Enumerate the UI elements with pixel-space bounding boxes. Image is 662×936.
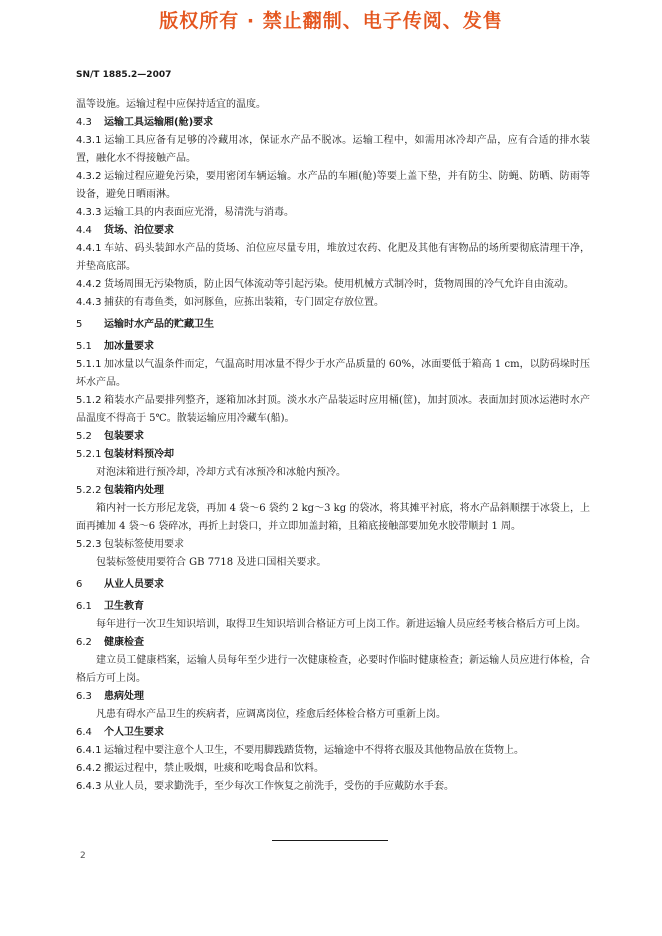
paragraph-text: 对泡沫箱进行预冷却，冷却方式有冰预冷和冰舱内预冷。 <box>96 467 346 478</box>
paragraph-text: 每年进行一次卫生知识培训，取得卫生知识培训合格证方可上岗工作。新进运输人员应经考核合格后方可上岗。 <box>96 619 586 630</box>
clause-number: 4.3 <box>76 117 92 128</box>
section-heading <box>76 338 590 356</box>
chapter-heading <box>76 316 590 334</box>
section-heading <box>76 428 590 446</box>
clause-number: 5.2.2 <box>76 485 102 496</box>
clause <box>76 168 590 204</box>
clause-number: 4.3.2 <box>76 171 102 182</box>
clause-number: 4.4.3 <box>76 297 102 308</box>
clause-number: 5.2.1 <box>76 449 102 460</box>
clause <box>76 536 590 554</box>
subsection-heading <box>76 446 590 464</box>
paragraph <box>76 464 590 482</box>
clause <box>76 294 590 312</box>
clause-text: 从业人员，要求勤洗手，至少每次工作恢复之前洗手，受伤的手应戴防水手套。 <box>104 781 454 792</box>
clause-number: 6.1 <box>76 601 92 612</box>
section-heading <box>76 114 590 132</box>
chapter-heading <box>76 576 590 594</box>
subsection-heading <box>76 482 590 500</box>
paragraph-text: 凡患有碍水产品卫生的疾病者，应调离岗位，痊愈后经体检合格方可重新上岗。 <box>96 709 446 720</box>
clause-text: 包装标签使用要求 <box>104 539 184 550</box>
clause-number: 6.4.1 <box>76 745 102 756</box>
heading-text: 运输工具运输厢(舱)要求 <box>104 117 214 128</box>
paragraph <box>76 500 590 536</box>
clause-number: 6.4.2 <box>76 763 102 774</box>
clause-number: 6 <box>76 579 83 590</box>
heading-text: 个人卫生要求 <box>104 727 164 738</box>
heading-text: 包装要求 <box>104 431 144 442</box>
heading-text: 货场、泊位要求 <box>104 225 174 236</box>
paragraph <box>76 652 590 688</box>
clause-number: 5 <box>76 319 83 330</box>
clause-number: 5.1.2 <box>76 395 102 406</box>
clause-number: 4.3.1 <box>76 135 102 146</box>
clause-text: 货场周围无污染物质，防止因气体流动等引起污染。使用机械方式制冷时，货物周围的冷气允许自由流动。 <box>104 279 574 290</box>
heading-text: 加冰量要求 <box>104 341 154 352</box>
section-heading <box>76 222 590 240</box>
heading-text: 卫生教育 <box>104 601 144 612</box>
clause-text: 加冰量以气温条件而定，气温高时用冰量不得少于水产品质量的 60%，冰面要低于箱高 1 cm，以防码垛时压坏水产品。 <box>76 359 590 388</box>
clause-number: 6.2 <box>76 637 92 648</box>
clause-number: 6.3 <box>76 691 92 702</box>
clause <box>76 240 590 276</box>
heading-text: 从业人员要求 <box>104 579 164 590</box>
clause-text: 搬运过程中，禁止吸烟，吐痰和吃喝食品和饮料。 <box>104 763 324 774</box>
paragraph-text: 温等设施。运输过程中应保持适宜的温度。 <box>76 99 266 110</box>
heading-text: 健康检查 <box>104 637 144 648</box>
document-body <box>76 96 590 796</box>
clause <box>76 742 590 760</box>
clause-number: 5.1.1 <box>76 359 102 370</box>
clause <box>76 132 590 168</box>
watermark: 版权所有 · 禁止翻制、电子传阅、发售 <box>159 10 503 32</box>
clause <box>76 760 590 778</box>
clause-text: 运输工具应备有足够的冷藏用冰，保证水产品不脱冰。运输工程中，如需用冰冷却产品，应有合适的排水装置，融化水不得接触产品。 <box>76 135 590 164</box>
section-heading <box>76 598 590 616</box>
paragraph-text: 建立员工健康档案，运输人员每年至少进行一次健康检查，必要时作临时健康检查；新运输人员应进行体检，合格后方可上岗。 <box>76 655 590 684</box>
section-heading <box>76 634 590 652</box>
clause-text: 运输过程中要注意个人卫生，不要用脚践踏货物，运输途中不得将衣服及其他物品放在货物上。 <box>104 745 524 756</box>
clause-number: 5.2 <box>76 431 92 442</box>
paragraph <box>76 706 590 724</box>
clause-text: 运输工具的内表面应光滑，易清洗与消毒。 <box>104 207 294 218</box>
end-rule <box>272 840 388 841</box>
paragraph <box>76 616 590 634</box>
heading-text: 包装箱内处理 <box>104 485 164 496</box>
paragraph-text: 箱内衬一长方形尼龙袋，再加 4 袋～6 袋约 2 kg～3 kg 的袋冰，将其摊平衬底，将水产品斜顺摆于冰袋上，上面再摊加 4 袋～6 袋碎冰，再折上封袋口，并立即加盖封箱，且箱底接触部要加免水胶带顺封 1 周。 <box>76 503 590 532</box>
paragraph-text: 包装标签使用要符合 GB 7718 及进口国相关要求。 <box>96 557 327 568</box>
section-heading <box>76 688 590 706</box>
clause <box>76 392 590 428</box>
paragraph <box>76 554 590 572</box>
clause <box>76 778 590 796</box>
clause-number: 4.4 <box>76 225 92 236</box>
clause-number: 6.4.3 <box>76 781 102 792</box>
heading-text: 包装材料预冷却 <box>104 449 174 460</box>
clause-number: 4.3.3 <box>76 207 102 218</box>
clause-text: 箱装水产品要排列整齐，逐箱加冰封顶。淡水水产品装运时应用桶(筐)，加封顶冰。表面加封顶冰运港时水产品温度不得高于 5℃。散装运输应用冷藏车(船)。 <box>76 395 590 424</box>
clause-number: 6.4 <box>76 727 92 738</box>
section-heading <box>76 724 590 742</box>
clause-text: 捕获的有毒鱼类，如河豚鱼，应拣出装箱，专门固定存放位置。 <box>104 297 384 308</box>
clause-number: 4.4.1 <box>76 243 102 254</box>
clause <box>76 204 590 222</box>
clause-text: 运输过程应避免污染，要用密闭车辆运输。水产品的车厢(舱)等要上盖下垫，并有防尘、防蝇、防晒、防雨等设备，避免日晒雨淋。 <box>76 171 590 200</box>
paragraph <box>76 96 590 114</box>
standard-code: SN/T 1885.2—2007 <box>76 70 172 80</box>
clause-number: 5.2.3 <box>76 539 102 550</box>
heading-text: 患病处理 <box>104 691 144 702</box>
heading-text: 运输时水产品的贮藏卫生 <box>104 319 214 330</box>
clause-text: 车站、码头装卸水产品的货场、泊位应尽量专用，堆放过农药、化肥及其他有害物品的场所要彻底清理干净，并垫高底部。 <box>76 243 590 272</box>
clause <box>76 356 590 392</box>
clause-number: 5.1 <box>76 341 92 352</box>
clause <box>76 276 590 294</box>
page-number: 2 <box>80 851 86 861</box>
clause-number: 4.4.2 <box>76 279 102 290</box>
